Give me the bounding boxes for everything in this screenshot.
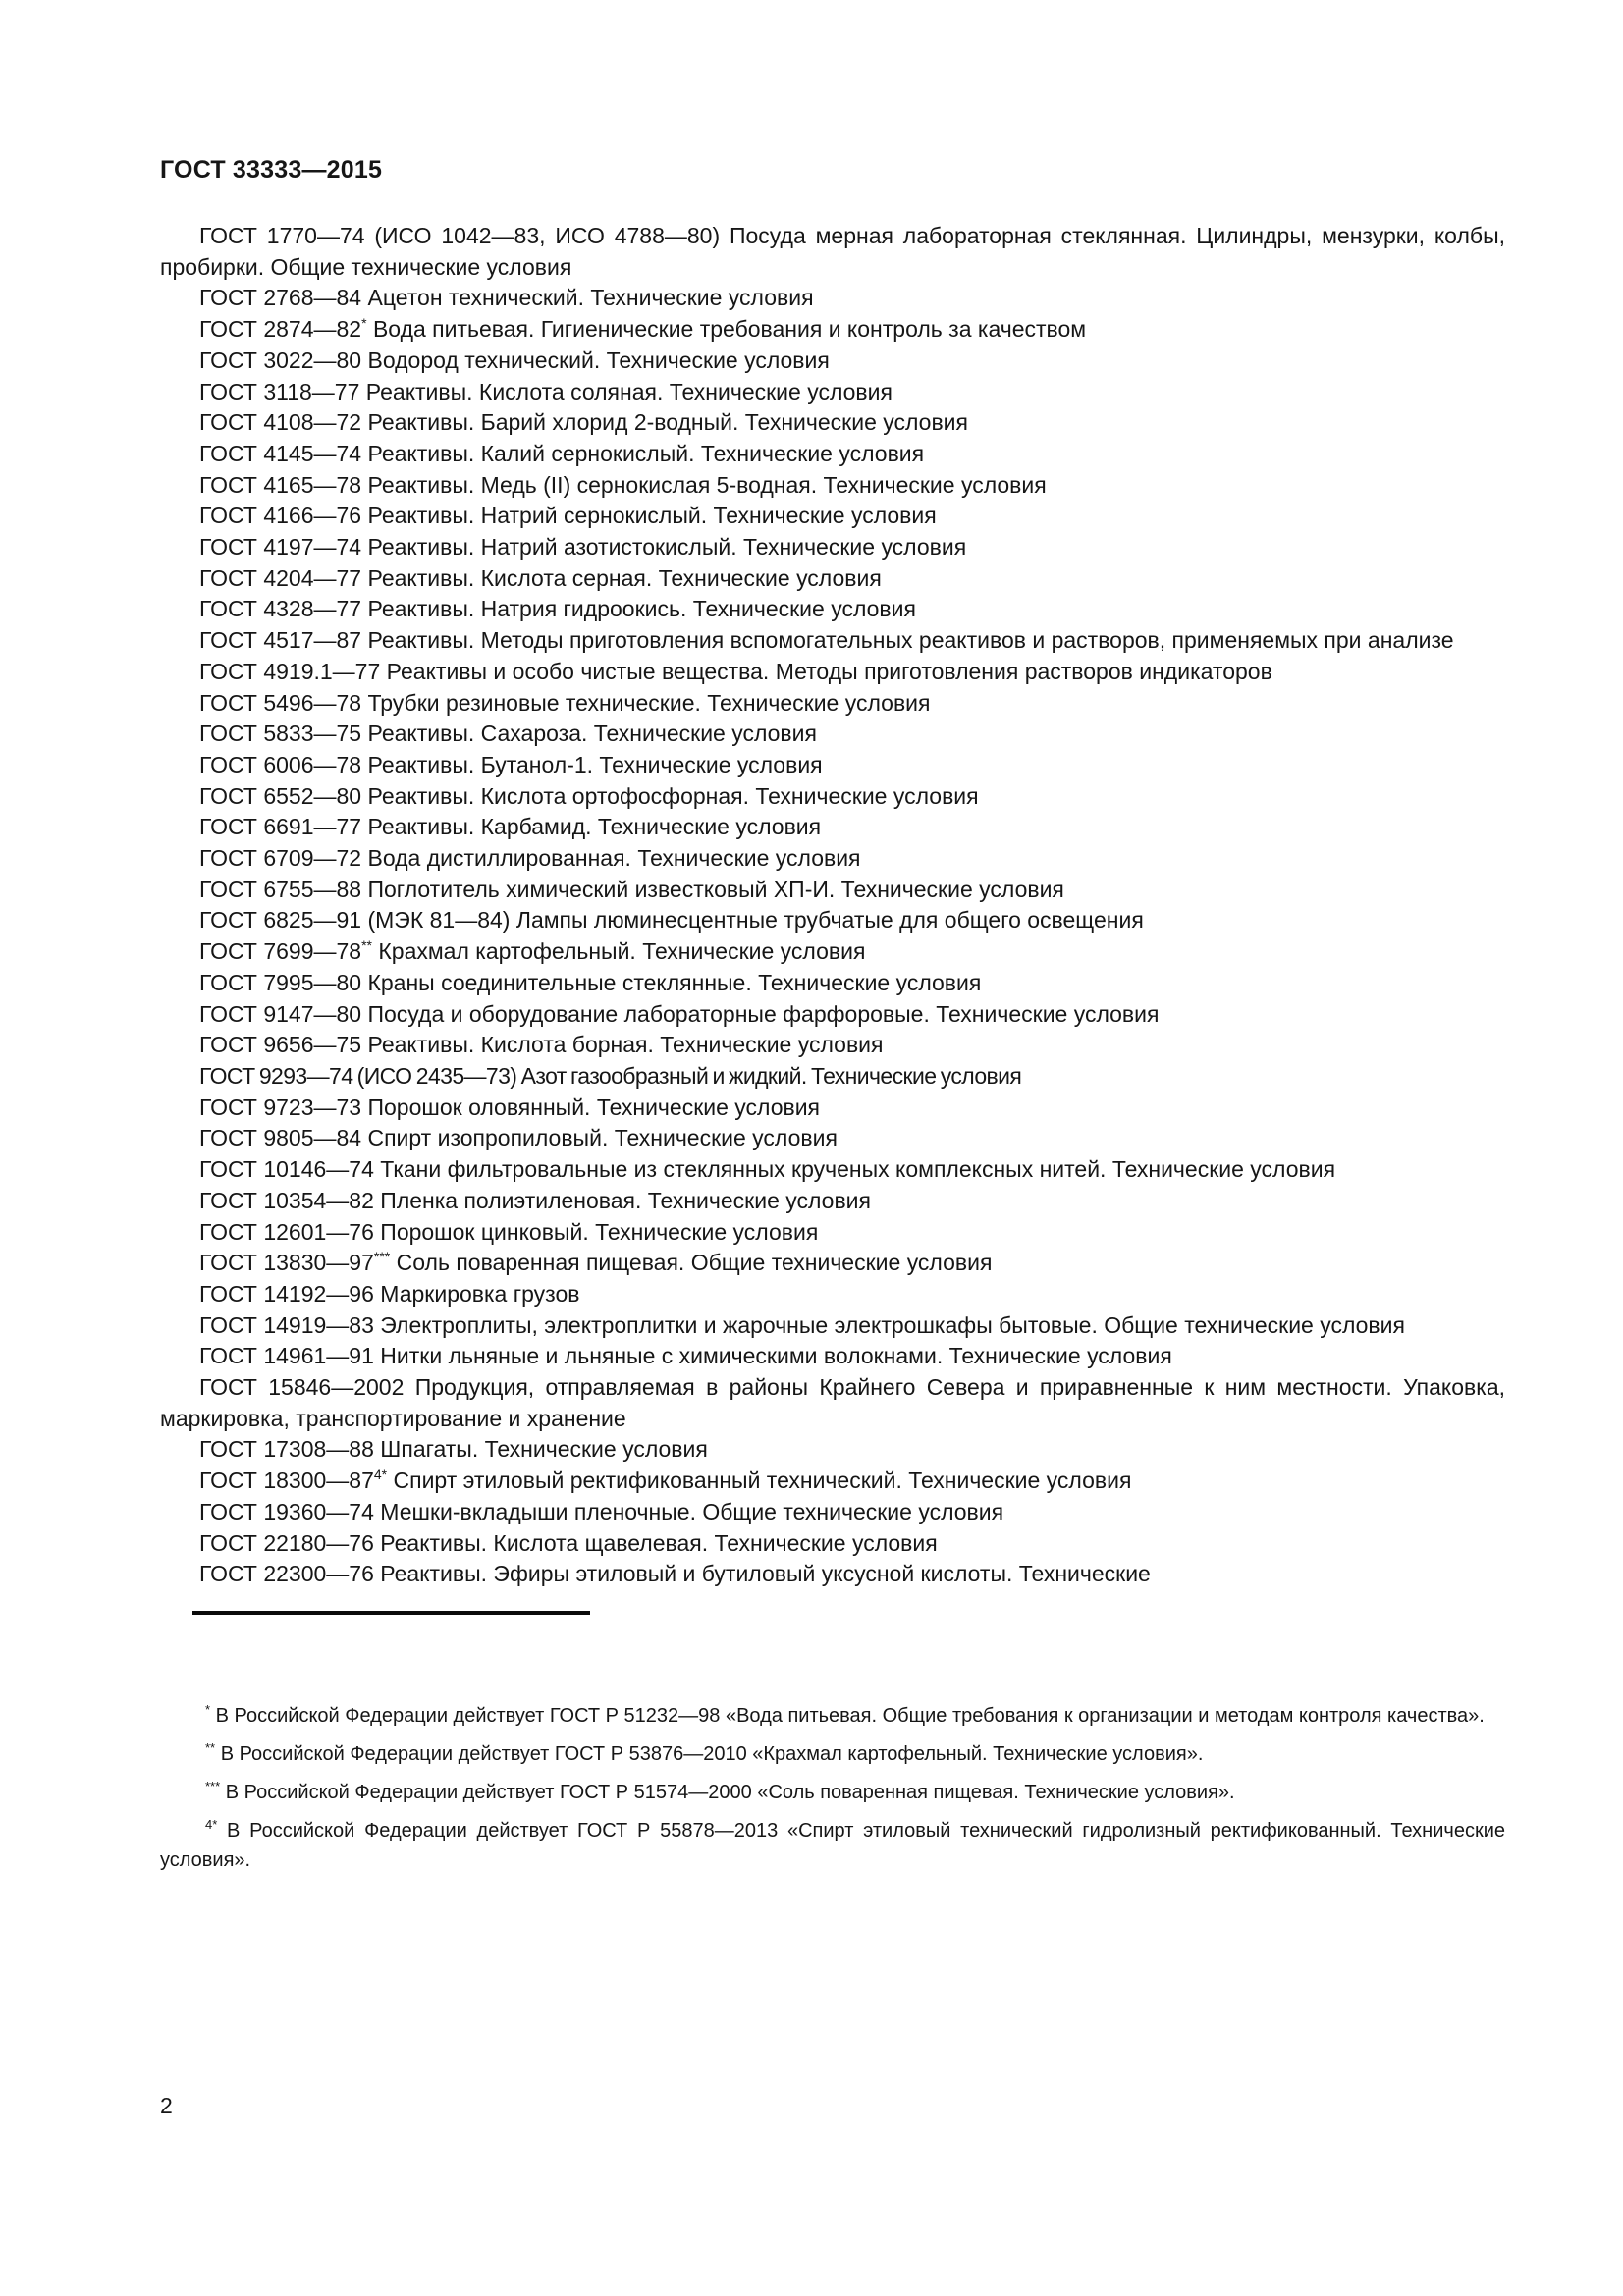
reference-title: Мешки-вкладыши пленочные. Общие технические условия: [380, 1498, 1004, 1524]
reference-item: [160, 1559, 1505, 1590]
reference-item: [160, 1372, 1505, 1434]
reference-title: Маркировка грузов: [380, 1280, 580, 1307]
reference-code: ГОСТ 6709—72: [199, 845, 362, 872]
reference-title: Крахмал картофельный. Технические условия: [378, 938, 866, 965]
reference-item: [160, 439, 1505, 470]
footnote-text: В Российской Федерации действует ГОСТ Р 53876—2010 «Крахмал картофельный. Технические условия».: [220, 1742, 1204, 1765]
reference-item: [160, 1497, 1505, 1528]
reference-item: [160, 221, 1505, 283]
reference-item: [160, 750, 1505, 781]
footnote-item: [160, 1701, 1505, 1731]
reference-code: ГОСТ 18300—87: [199, 1468, 374, 1494]
reference-code: ГОСТ 19360—74: [199, 1498, 374, 1524]
reference-code: ГОСТ 3118—77: [199, 378, 360, 404]
reference-item: [160, 968, 1505, 999]
reference-item: [160, 719, 1505, 750]
reference-code: ГОСТ 5496—78: [199, 689, 362, 716]
reference-code: ГОСТ 9147—80: [199, 1000, 362, 1027]
reference-item: [160, 1123, 1505, 1154]
reference-code: ГОСТ 2874—82: [199, 316, 362, 343]
reference-code: ГОСТ 4108—72: [199, 409, 362, 436]
footnote-item: [160, 1739, 1505, 1769]
reference-title: Продукция, отправляемая в районы Крайнего Севера и приравненные к ним местности. Упаковка, маркировка, транспортирование и хранение: [160, 1374, 1506, 1431]
footnote-text: В Российской Федерации действует ГОСТ Р 51232—98 «Вода питьевая. Общие требования к организации и методам контроля качества».: [215, 1704, 1485, 1727]
reference-title: Реактивы. Кислота соляная. Технические условия: [365, 378, 893, 404]
reference-item: [160, 843, 1505, 875]
reference-title: Азот газообразный и жидкий. Технические условия: [520, 1062, 1022, 1089]
reference-title: Порошок оловянный. Технические условия: [367, 1094, 821, 1120]
reference-code: ГОСТ 7995—80: [199, 969, 362, 995]
footnote-marker: **: [361, 937, 372, 954]
reference-item: [160, 283, 1505, 314]
reference-item: [160, 1186, 1505, 1217]
reference-code: ГОСТ 17308—88: [199, 1436, 374, 1463]
reference-item: [160, 1217, 1505, 1249]
reference-code: ГОСТ 10146—74: [199, 1156, 374, 1183]
reference-item: [160, 1279, 1505, 1310]
footnote-marker: 4*: [373, 1467, 388, 1483]
reference-item: [160, 377, 1505, 408]
reference-title: Нитки льняные и льняные с химическими волокнами. Технические условия: [380, 1343, 1172, 1369]
footnote-marker: *: [361, 315, 367, 332]
reference-code: ГОСТ 6825—91 (МЭК 81—84): [199, 907, 511, 934]
reference-item: [160, 625, 1505, 657]
reference-title: Реактивы. Сахароза. Технические условия: [367, 721, 817, 747]
reference-item: [160, 563, 1505, 595]
page-header: ГОСТ 33333—2015: [160, 156, 383, 184]
reference-title: Реактивы. Медь (II) сернокислая 5-водная. Технические условия: [367, 471, 1047, 498]
reference-code: ГОСТ 14919—83: [199, 1311, 374, 1338]
reference-code: ГОСТ 4165—78: [199, 471, 362, 498]
reference-title: Реактивы. Методы приготовления вспомогательных реактивов и растворов, применяемых при анализе: [367, 627, 1454, 654]
reference-title: Реактивы. Натрий азотистокислый. Технические условия: [367, 534, 967, 561]
reference-title: Поглотитель химический известковый ХП-И. Технические условия: [367, 876, 1064, 902]
footnote-marker: **: [205, 1739, 216, 1755]
reference-item: [160, 1341, 1505, 1372]
reference-item: [160, 1434, 1505, 1466]
reference-code: ГОСТ 4517—87: [199, 627, 362, 654]
reference-item: [160, 501, 1505, 532]
reference-title: Реактивы. Кислота ортофосфорная. Технические условия: [367, 782, 979, 809]
reference-item: [160, 470, 1505, 502]
footnotes: [160, 1701, 1505, 1875]
footnote-separator-rule: [192, 1611, 590, 1615]
reference-title: Электроплиты, электроплитки и жарочные электрошкафы бытовые. Общие технические условия: [380, 1311, 1405, 1338]
footnote-item: [160, 1778, 1505, 1807]
references-list: [160, 221, 1505, 1590]
reference-title: Реактивы. Натрия гидроокись. Технические условия: [367, 596, 916, 622]
reference-code: ГОСТ 7699—78: [199, 938, 362, 965]
reference-title: Реактивы. Барий хлорид 2-водный. Технические условия: [367, 409, 968, 436]
reference-code: ГОСТ 14192—96: [199, 1280, 374, 1307]
reference-item: [160, 1466, 1505, 1497]
reference-item: [160, 1030, 1505, 1061]
reference-item: [160, 812, 1505, 843]
reference-title: Реактивы. Калий сернокислый. Технические условия: [367, 440, 925, 466]
reference-item: [160, 999, 1505, 1031]
reference-code: ГОСТ 22300—76: [199, 1561, 374, 1587]
reference-title: Реактивы. Кислота серная. Технические условия: [367, 564, 882, 591]
reference-title: Шпагаты. Технические условия: [380, 1436, 708, 1463]
reference-code: ГОСТ 22180—76: [199, 1529, 374, 1556]
reference-code: ГОСТ 9293—74 (ИСО 2435—73): [199, 1062, 517, 1089]
reference-item: [160, 1154, 1505, 1186]
reference-title: Реактивы. Бутанол-1. Технические условия: [367, 751, 823, 777]
footnote-marker: *: [205, 1701, 211, 1717]
reference-item: [160, 532, 1505, 563]
reference-item: [160, 1528, 1505, 1560]
reference-code: ГОСТ 12601—76: [199, 1218, 374, 1245]
reference-title: Порошок цинковый. Технические условия: [380, 1218, 819, 1245]
reference-title: Посуда и оборудование лабораторные фарфоровые. Технические условия: [367, 1000, 1160, 1027]
reference-code: ГОСТ 4166—76: [199, 503, 362, 529]
reference-title: Реактивы. Кислота щавелевая. Технические условия: [380, 1529, 938, 1556]
reference-code: ГОСТ 10354—82: [199, 1187, 374, 1213]
reference-code: ГОСТ 13830—97: [199, 1250, 374, 1276]
reference-title: Ткани фильтровальные из стеклянных крученых комплексных нитей. Технические условия: [380, 1156, 1336, 1183]
reference-code: ГОСТ 5833—75: [199, 721, 362, 747]
reference-item: [160, 346, 1505, 377]
reference-title: Реактивы. Кислота борная. Технические условия: [367, 1032, 884, 1058]
reference-code: ГОСТ 2768—84: [199, 285, 362, 311]
reference-title: Реактивы. Натрий сернокислый. Технические условия: [367, 503, 937, 529]
reference-code: ГОСТ 1770—74 (ИСО 1042—83, ИСО 4788—80): [199, 223, 721, 248]
reference-code: ГОСТ 9656—75: [199, 1032, 362, 1058]
reference-title: Лампы люминесцентные трубчатые для общего освещения: [515, 907, 1144, 934]
reference-code: ГОСТ 4328—77: [199, 596, 362, 622]
reference-title: Реактивы. Карбамид. Технические условия: [367, 814, 822, 840]
footnote-text: В Российской Федерации действует ГОСТ Р 51574—2000 «Соль поваренная пищевая. Технические условия».: [225, 1781, 1235, 1803]
reference-item: [160, 1093, 1505, 1124]
footnote-marker: ***: [205, 1778, 221, 1793]
reference-code: ГОСТ 14961—91: [199, 1343, 374, 1369]
reference-title: Реактивы и особо чистые вещества. Методы приготовления растворов индикаторов: [386, 658, 1272, 684]
reference-item: [160, 657, 1505, 688]
reference-code: ГОСТ 6691—77: [199, 814, 362, 840]
footnote-text: В Российской Федерации действует ГОСТ Р 55878—2013 «Спирт этиловый технический гидролизный ректификованный. Технические условия».: [160, 1819, 1505, 1871]
reference-code: ГОСТ 3022—80: [199, 347, 362, 373]
reference-title: Краны соединительные стеклянные. Технические условия: [367, 969, 982, 995]
page-number: 2: [160, 2093, 173, 2118]
reference-code: ГОСТ 6006—78: [199, 751, 362, 777]
reference-title: Вода дистиллированная. Технические условия: [367, 845, 861, 872]
reference-code: ГОСТ 6755—88: [199, 876, 362, 902]
reference-code: ГОСТ 4145—74: [199, 440, 362, 466]
reference-title: Трубки резиновые технические. Технические условия: [367, 689, 931, 716]
reference-item: [160, 875, 1505, 906]
reference-code: ГОСТ 9805—84: [199, 1125, 362, 1151]
reference-item: [160, 407, 1505, 439]
reference-code: ГОСТ 4919.1—77: [199, 658, 381, 684]
reference-title: Водород технический. Технические условия: [367, 347, 830, 373]
reference-item: [160, 314, 1505, 346]
reference-code: ГОСТ 4197—74: [199, 534, 362, 561]
reference-item: [160, 1061, 1505, 1093]
footnote-marker: 4*: [205, 1816, 218, 1832]
reference-item: [160, 1310, 1505, 1342]
reference-item: [160, 594, 1505, 625]
footnote-marker: ***: [373, 1249, 391, 1265]
reference-code: ГОСТ 4204—77: [199, 564, 362, 591]
reference-item: [160, 936, 1505, 968]
reference-item: [160, 781, 1505, 813]
reference-title: Реактивы. Эфиры этиловый и бутиловый уксусной кислоты. Технические: [380, 1561, 1151, 1587]
reference-title: Вода питьевая. Гигиенические требования и контроль за качеством: [372, 316, 1087, 343]
reference-title: Соль поваренная пищевая. Общие технические условия: [396, 1250, 993, 1276]
reference-code: ГОСТ 15846—2002: [199, 1374, 405, 1401]
reference-title: Пленка полиэтиленовая. Технические условия: [380, 1187, 871, 1213]
reference-code: ГОСТ 9723—73: [199, 1094, 362, 1120]
reference-item: [160, 905, 1505, 936]
reference-item: [160, 1248, 1505, 1279]
reference-title: Посуда мерная лабораторная стеклянная. Цилиндры, мензурки, колбы, пробирки. Общие технические условия: [160, 223, 1505, 280]
reference-title: Спирт изопропиловый. Технические условия: [367, 1125, 838, 1151]
reference-title: Спирт этиловый ректификованный технический. Технические условия: [393, 1468, 1132, 1494]
footnote-item: [160, 1816, 1505, 1875]
reference-item: [160, 688, 1505, 720]
reference-code: ГОСТ 6552—80: [199, 782, 362, 809]
reference-title: Ацетон технический. Технические условия: [367, 285, 814, 311]
